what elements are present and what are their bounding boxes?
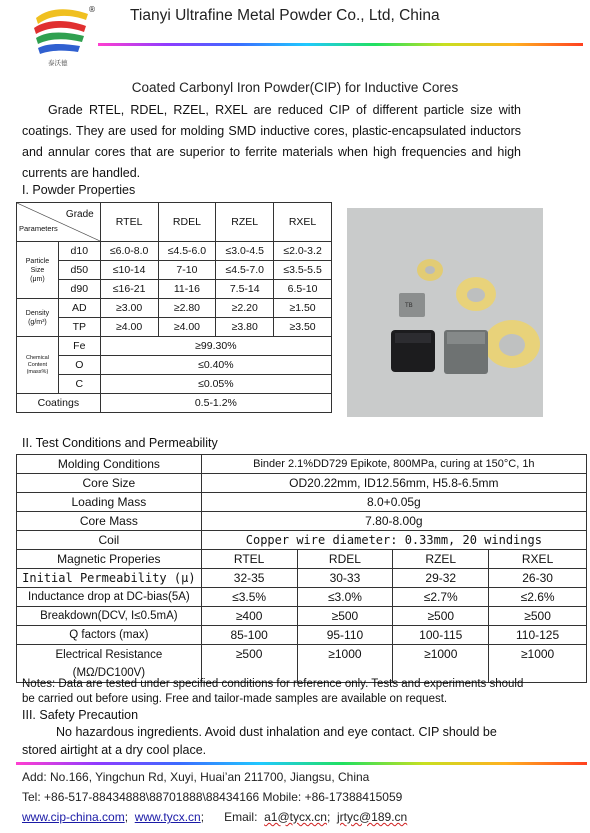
table-row	[17, 474, 587, 493]
logo-text: 泰沃德	[48, 59, 68, 67]
grade-header: RDEL	[297, 550, 393, 569]
table-row	[17, 356, 332, 375]
table-cell: ≥1000	[297, 645, 393, 683]
test-conditions-table	[16, 454, 587, 683]
table-cell: ≤3.0-4.5	[216, 242, 274, 261]
website-link[interactable]: www.cip-china.com	[22, 810, 125, 824]
notes: Notes: Data are tested under specified conditions for reference only. Tests and experiments should be carried out before using. Free and tailor-made samples are available on request.	[22, 678, 524, 705]
table-row	[17, 337, 332, 356]
row-label: Coil	[17, 531, 202, 550]
chemical-label	[17, 337, 59, 394]
row-key: d10	[58, 242, 100, 261]
table-row	[17, 375, 332, 394]
row-key: O	[58, 356, 100, 375]
label-line: (mass%)	[26, 368, 49, 375]
table-cell: ≤0.05%	[100, 375, 331, 394]
label-line: Size	[30, 266, 45, 274]
table-cell: ≥2.20	[216, 299, 274, 318]
label-line: Electrical Resistance	[55, 648, 163, 661]
table-cell: ≥3.80	[216, 318, 274, 337]
row-label: Loading Mass	[17, 493, 202, 512]
footer-tel: Tel: +86-517-88434888\88701888\88434166 Mobile: +86-17388415059	[22, 790, 403, 804]
label-line: Chemical	[25, 354, 49, 361]
label-line: (μm)	[30, 275, 45, 283]
grade-header: RTEL	[100, 203, 158, 242]
row-key: Coatings	[17, 394, 101, 413]
table-cell: ≤6.0-8.0	[100, 242, 158, 261]
table-cell: 7.80-8.00g	[201, 512, 586, 531]
row-key: TP	[58, 318, 100, 337]
table-row	[17, 493, 587, 512]
separator: ;	[326, 810, 331, 824]
table-row	[17, 318, 332, 337]
table-row	[17, 242, 332, 261]
row-key: Fe	[58, 337, 100, 356]
table-cell: 0.5-1.2%	[100, 394, 331, 413]
table-row	[17, 261, 332, 280]
table-cell: 100-115	[393, 626, 489, 645]
table-cell: ≥3.50	[274, 318, 332, 337]
row-key: AD	[58, 299, 100, 318]
table-cell: ≤10-14	[100, 261, 158, 280]
label-line: (MΩ/DC100V)	[72, 666, 146, 679]
row-label: Magnetic Properies	[17, 550, 202, 569]
row-label: Inductance drop at DC-bias(5A)	[17, 588, 202, 607]
row-label: Initial Permeability (μ)	[17, 569, 202, 588]
email-link[interactable]: jrtyc@189.cn	[337, 810, 408, 824]
row-label: Q factors (max)	[17, 626, 202, 645]
row-label: Breakdown(DCV, I≤0.5mA)	[17, 607, 202, 626]
row-label: Molding Conditions	[17, 455, 202, 474]
core-label: TB	[405, 302, 413, 309]
intro-paragraph	[22, 100, 521, 184]
table-row	[17, 569, 587, 588]
label-line: (g/m³)	[28, 318, 47, 326]
label-line: Density	[25, 309, 50, 317]
table-cell: 110-125	[489, 626, 587, 645]
grade-header: RDEL	[158, 203, 216, 242]
table-cell: 7-10	[158, 261, 216, 280]
email-label: Email:	[224, 810, 258, 824]
row-label: Core Size	[17, 474, 202, 493]
table-cell: ≤2.0-3.2	[274, 242, 332, 261]
grey-smd-core	[444, 330, 488, 374]
document-title: Coated Carbonyl Iron Powder(CIP) for Inductive Cores	[131, 80, 459, 95]
table-cell: ≥400	[201, 607, 297, 626]
table-cell: ≤2.6%	[489, 588, 587, 607]
table-cell: ≤0.40%	[100, 356, 331, 375]
table-row	[17, 626, 587, 645]
table-cell: ≥2.80	[158, 299, 216, 318]
medium-toroid	[456, 277, 496, 311]
footer-address: Add: No.166, Yingchun Rd, Xuyi, Huai’an 211700, Jiangsu, China	[22, 770, 370, 784]
table-cell: ≥1000	[489, 645, 587, 683]
table-cell: ≤3.5-5.5	[274, 261, 332, 280]
footer-web-email	[22, 810, 407, 824]
table-row	[17, 512, 587, 531]
table-row	[17, 299, 332, 318]
table-cell: 26-30	[489, 569, 587, 588]
grade-header: RXEL	[274, 203, 332, 242]
table-cell: ≥500	[201, 645, 297, 683]
table-cell: ≤3.0%	[297, 588, 393, 607]
table-cell: ≤16-21	[100, 280, 158, 299]
company-logo	[30, 4, 94, 68]
black-inductor-core	[391, 330, 435, 372]
table-cell: ≥500	[489, 607, 587, 626]
label-line: Particle	[25, 257, 50, 265]
table-row	[17, 588, 587, 607]
table-cell: ≥4.00	[100, 318, 158, 337]
table-cell: ≥500	[393, 607, 489, 626]
table-cell: ≥3.00	[100, 299, 158, 318]
website-link[interactable]: www.tycx.cn	[134, 810, 201, 824]
table-cell: ≤4.5-6.0	[158, 242, 216, 261]
table-cell: Binder 2.1%DD729 Epikote, 800MPa, curing at 150°C, 1h	[201, 455, 586, 474]
table-cell: 95-110	[297, 626, 393, 645]
table-header-row	[17, 550, 587, 569]
table-cell: 11-16	[158, 280, 216, 299]
table-cell: 8.0+0.05g	[201, 493, 586, 512]
table-cell: OD20.22mm, ID12.56mm, H5.8-6.5mm	[201, 474, 586, 493]
powder-properties-table	[16, 202, 332, 413]
table-cell: ≥500	[297, 607, 393, 626]
row-key: d90	[58, 280, 100, 299]
table-cell: 7.5-14	[216, 280, 274, 299]
table-row	[17, 280, 332, 299]
table-cell: 6.5-10	[274, 280, 332, 299]
table-cell: ≥1000	[393, 645, 489, 683]
corner-grade: Grade	[65, 209, 94, 220]
table-cell: ≥99.30%	[100, 337, 331, 356]
corner-parameters: Parameters	[19, 224, 58, 233]
section-heading-test: II. Test Conditions and Permeability	[22, 436, 218, 450]
table-cell: ≤2.7%	[393, 588, 489, 607]
row-label: Core Mass	[17, 512, 202, 531]
corner-cell	[17, 203, 101, 242]
table-cell: 30-33	[297, 569, 393, 588]
separator: ;	[124, 810, 129, 824]
separator: ;	[200, 810, 205, 824]
small-toroid	[417, 259, 443, 281]
table-row	[17, 455, 587, 474]
table-cell: 85-100	[201, 626, 297, 645]
table-row	[17, 394, 332, 413]
grade-header: RZEL	[216, 203, 274, 242]
section-heading-safety: III. Safety Precaution	[22, 708, 139, 722]
rainbow-divider-top	[98, 43, 583, 46]
row-key: C	[58, 375, 100, 394]
table-row	[17, 607, 587, 626]
intro-text: Grade RTEL, RDEL, RZEL, RXEL are reduced CIP of different particle size with coatings. They are used for molding SMD inductive cores, plastic-encapsulated inductors and annular cores that are superior to ferrite materials when high frequencies and high currents are handled.	[22, 103, 521, 180]
density-label	[17, 299, 59, 337]
grade-header: RXEL	[489, 550, 587, 569]
table-header-row	[17, 203, 332, 242]
safety-text: No hazardous ingredients. Avoid dust inhalation and eye contact. CIP should be stored airtight at a dry cool place.	[22, 725, 497, 757]
table-cell: ≤4.5-7.0	[216, 261, 274, 280]
product-photo	[347, 208, 543, 417]
company-name: Tianyi Ultrafine Metal Powder Co., Ltd, China	[130, 7, 440, 24]
particle-size-label	[17, 242, 59, 299]
email-link[interactable]: a1@tycx.cn	[264, 810, 327, 824]
table-cell: ≤3.5%	[201, 588, 297, 607]
row-key: d50	[58, 261, 100, 280]
table-cell: ≥4.00	[158, 318, 216, 337]
section-heading-powder: I. Powder Properties	[22, 183, 136, 197]
table-cell: Copper wire diameter: 0.33mm, 20 windings	[201, 531, 586, 550]
registered-mark: ®	[88, 5, 96, 14]
large-toroid	[484, 320, 540, 368]
rainbow-divider-bottom	[16, 762, 587, 765]
table-cell: 29-32	[393, 569, 489, 588]
grade-header: RTEL	[201, 550, 297, 569]
table-cell: ≥1.50	[274, 299, 332, 318]
table-row	[17, 531, 587, 550]
grade-header: RZEL	[393, 550, 489, 569]
small-smd-core	[399, 293, 425, 317]
table-cell: 32-35	[201, 569, 297, 588]
label-line: Content	[27, 361, 48, 368]
